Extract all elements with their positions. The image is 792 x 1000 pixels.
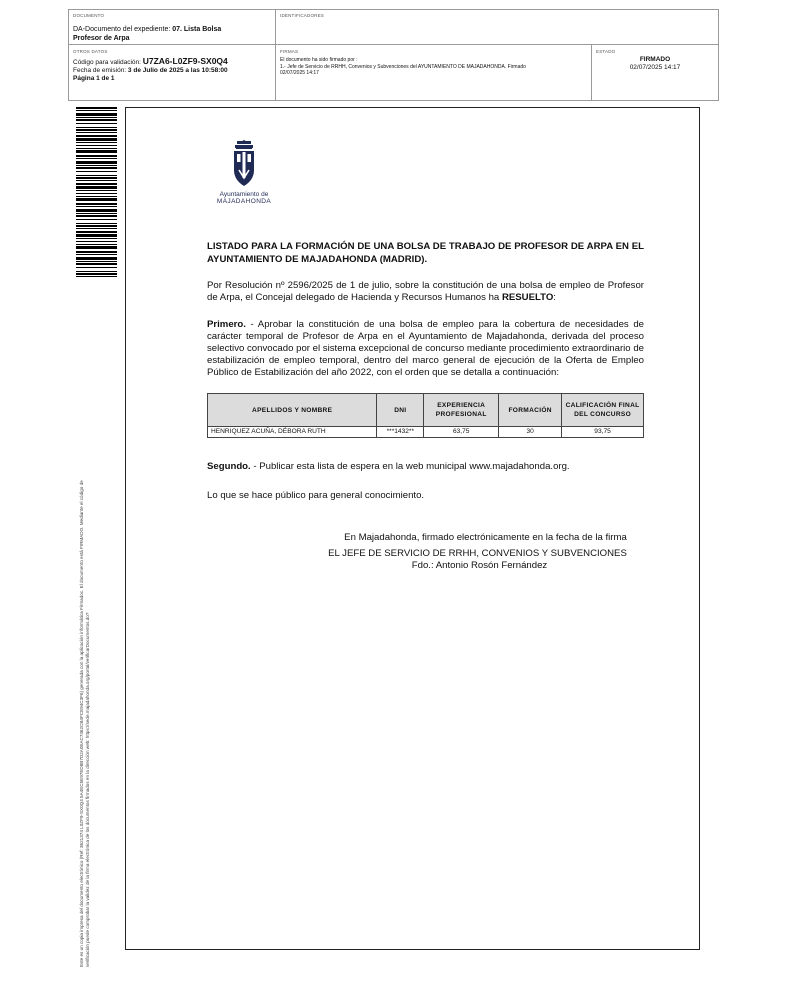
document-metadata-header [68,9,719,101]
intro-text: Por Resolución nº 2596/2025 de 1 de julio, sobre la constitución de una bolsa de empleo de Profesor de Arpa, el Concejal delegado de Hacienda y Recursos Humanos ha [207,280,644,303]
documento-cell [69,10,276,45]
validation-label: Código para validación: [73,59,143,66]
firmas-line-2: 1.- Jefe de Servicio de RRHH, Convenios y Subvenciones del AYUNTAMIENTO DE MAJADAHONDA. Firmado [280,63,526,70]
coat-of-arms-icon [231,140,257,188]
identificadores-caption: IDENTIFICADORES [280,13,325,18]
cell-formacion: 30 [499,427,562,438]
validation-code: U7ZA6-L0ZF9-SX0Q4 [142,56,228,66]
sign-place-date: En Majadahonda, firmado electrónicamente en la fecha de la firma [344,532,627,543]
estado-cell [592,45,718,100]
documento-caption: DOCUMENTO [73,13,105,18]
intro-resuelto: RESUELTO [501,292,554,303]
firmas-line-3: 02/07/2025 14:17 [280,70,319,76]
firmas-caption: FIRMAS [280,49,299,54]
closing-paragraph: Lo que se hace público para general conocimiento. [207,490,425,501]
cell-nombre: HENRIQUEZ ACUÑA, DÉBORA RUTH [208,427,377,438]
header-dni: DNI [377,394,424,427]
estado-caption: ESTADO [596,49,616,54]
document-page [125,107,700,950]
otros-datos-cell [69,45,276,100]
sign-name: Fdo.: Antonio Rosón Fernández [411,560,548,571]
intro-paragraph [207,280,644,304]
primero-text: - Aprobar la constitución de una bolsa de empleo para la cobertura de necesidades de carácter temporal de Profesor de Arpa en el Ayuntamiento de Majadahonda, derivada del proceso selectivo convocado por el sistema excepcional de concurso mediante procedimiento extraordinario de estabilización de empleo temporal, dentro del marco general de ejecución de la Oferta de Empleo Público de Estabilización del año 2022, con el orden que se detalla a continuación: [207,319,644,378]
signature-block [207,532,644,572]
header-calificacion: CALIFICACIÓN FINAL DEL CONCURSO [562,394,644,427]
page-count: Página 1 de 1 [73,75,115,82]
side-text-line-1: Este es un copia impresa del documento electrónico (Ref: 3621374 L0ZF9-SX0Q4 5A4EC5E97ED8B7D2A0EAC7462CB4FCE94C3F6) generada con la aplicación informática Firmadoc. El documento está FIRMADO. Mediante el código de [79,480,84,967]
header-apellidos: APELLIDOS Y NOMBRE [208,394,377,427]
sign-position: EL JEFE DE SERVICIO DE RRHH, CONVENIOS Y SUBVENCIONES [328,548,627,559]
side-text-line-2: verificación puede comprobar la validez de la firma electrónica de los documentos firmados en la dirección web: https://sede.majadahonda.org/portal/verificarDocumentos.do? [85,612,90,967]
document-title: LISTADO PARA LA FORMACIÓN DE UNA BOLSA DE TRABAJO DE PROFESOR DE ARPA EN EL AYUNTAMIENTO DE MAJADAHONDA (MADRID). [207,241,644,265]
logo-line-2: MAJADAHONDA [216,198,272,205]
firmas-line-1: El documento ha sido firmado por : [280,57,358,63]
barcode-icon [76,107,117,277]
primero-paragraph [207,319,644,379]
estado-status: FIRMADO [639,56,671,63]
document-body [207,240,644,572]
documento-name-line2: Profesor de Arpa [73,35,130,42]
segundo-text: - Publicar esta lista de espera en la web municipal www.majadahonda.org. [250,461,570,472]
otros-datos-caption: OTROS DATOS [73,49,108,54]
primero-label: Primero. [207,319,246,330]
municipality-logo [210,140,278,205]
cell-experiencia: 63,75 [424,427,499,438]
logo-line-1: Ayuntamiento de [219,191,269,198]
results-table [207,393,644,438]
intro-end: : [553,292,556,303]
emission-label: Fecha de emisión: [73,67,128,74]
firmas-cell [276,45,592,100]
identificadores-cell [276,10,718,45]
segundo-paragraph [207,461,644,473]
verification-side-text [79,307,91,967]
estado-date: 02/07/2025 14:17 [629,64,681,71]
table-row [208,427,644,438]
cell-calificacion: 93,75 [562,427,644,438]
segundo-label: Segundo. [207,461,251,472]
documento-prefix: DA-Documento del expediente: [73,26,173,33]
table-header-row [208,394,644,427]
documento-name: 07. Lista Bolsa [172,26,222,33]
cell-dni: ***1432** [377,427,424,438]
header-formacion: FORMACIÓN [499,394,562,427]
emission-date: 3 de Julio de 2025 a las 10:58:00 [127,67,228,74]
header-experiencia: EXPERIENCIA PROFESIONAL [424,394,499,427]
